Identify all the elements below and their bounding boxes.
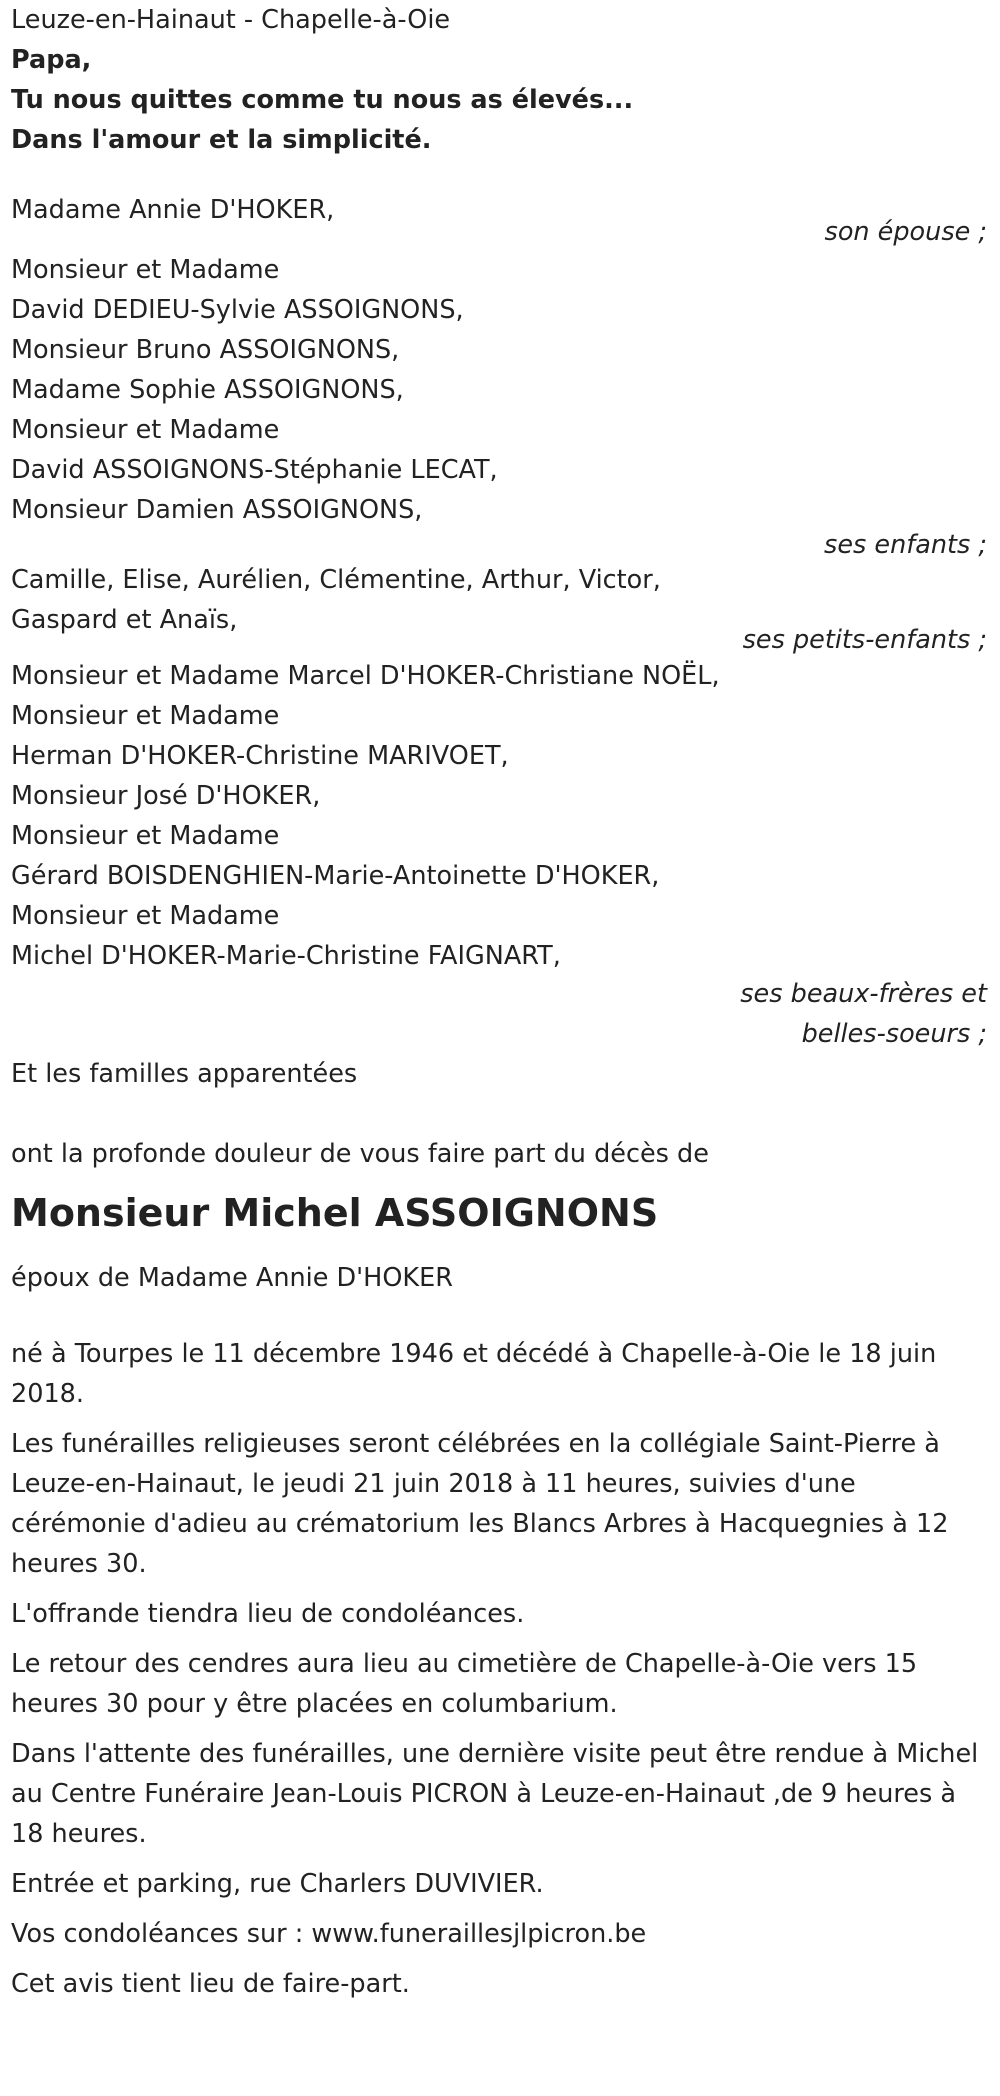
family-name-line: David ASSOIGNONS-Stéphanie LECAT,	[11, 455, 498, 485]
family-name-line: Monsieur et Madame Marcel D'HOKER-Christiane NOËL,	[11, 661, 720, 691]
detail-paragraph: Le retour des cendres aura lieu au cimetière de Chapelle-à-Oie vers 15 heures 30 pour y être placées en columbarium.	[11, 1649, 918, 1719]
family-name-line: Monsieur et Madame	[11, 415, 280, 445]
relation-label: ses enfants ;	[824, 530, 987, 560]
spouse-of-line: époux de Madame Annie D'HOKER	[11, 1263, 453, 1293]
relation-label: belles-soeurs ;	[801, 1019, 987, 1049]
location-heading: Leuze-en-Hainaut - Chapelle-à-Oie	[11, 5, 451, 35]
detail-paragraph: Dans l'attente des funérailles, une dernière visite peut être rendue à Michel au Centre Funéraire Jean-Louis PICRON à Leuze-en-Hainaut ,de 9 heures à 18 heures.	[11, 1739, 979, 1849]
family-name-line: Monsieur Damien ASSOIGNONS,	[11, 495, 423, 525]
relatives-line: Et les familles apparentées	[11, 1059, 358, 1089]
family-name-line: Monsieur et Madame	[11, 255, 280, 285]
family-name-line: David DEDIEU-Sylvie ASSOIGNONS,	[11, 295, 464, 325]
quote-line: Dans l'amour et la simplicité.	[11, 125, 432, 155]
detail-paragraph: né à Tourpes le 11 décembre 1946 et décédé à Chapelle-à-Oie le 18 juin 2018.	[11, 1339, 937, 1409]
detail-paragraph: Vos condoléances sur : www.funeraillesjlpicron.be	[11, 1919, 647, 1949]
family-name-line: Monsieur Bruno ASSOIGNONS,	[11, 335, 400, 365]
spouse-section	[11, 190, 989, 250]
details-section	[11, 1334, 989, 2004]
detail-paragraph: Entrée et parking, rue Charlers DUVIVIER.	[11, 1869, 544, 1899]
family-name-line: Monsieur et Madame	[11, 701, 280, 731]
family-name-line: Herman D'HOKER-Christine MARIVOET,	[11, 741, 509, 771]
detail-paragraph: Les funérailles religieuses seront célébrées en la collégiale Saint-Pierre à Leuze-en-Hainaut, le jeudi 21 juin 2018 à 11 heures, suivies d'une cérémonie d'adieu au crématorium les Blancs Arbres à Hacquegnies à 12 heures 30.	[11, 1429, 949, 1579]
deceased-name: Monsieur Michel ASSOIGNONS	[11, 1191, 659, 1235]
family-name-line: Madame Sophie ASSOIGNONS,	[11, 375, 404, 405]
in-laws-section	[11, 656, 989, 1054]
family-name-line: Monsieur et Madame	[11, 821, 280, 851]
family-name-line: Gaspard et Anaïs,	[11, 605, 238, 635]
quote-line: Tu nous quittes comme tu nous as élevés...	[11, 85, 634, 115]
family-name-line: Monsieur et Madame	[11, 901, 280, 931]
family-name-line: Monsieur José D'HOKER,	[11, 781, 321, 811]
relation-label: son épouse ;	[824, 217, 987, 247]
family-name-line: Michel D'HOKER-Marie-Christine FAIGNART,	[11, 941, 561, 971]
children-section	[11, 250, 989, 560]
announcement-intro: ont la profonde douleur de vous faire part du décès de	[11, 1139, 709, 1169]
relation-label: ses beaux-frères et	[740, 979, 987, 1009]
family-name-line: Madame Annie D'HOKER,	[11, 195, 335, 225]
detail-paragraph: Cet avis tient lieu de faire-part.	[11, 1969, 410, 1999]
grandchildren-section	[11, 560, 989, 656]
family-name-line: Camille, Elise, Aurélien, Clémentine, Arthur, Victor,	[11, 565, 661, 595]
family-name-line: Gérard BOISDENGHIEN-Marie-Antoinette D'HOKER,	[11, 861, 660, 891]
quote-line: Papa,	[11, 45, 92, 75]
relation-label: ses petits-enfants ;	[742, 625, 987, 655]
detail-paragraph: L'offrande tiendra lieu de condoléances.	[11, 1599, 525, 1629]
